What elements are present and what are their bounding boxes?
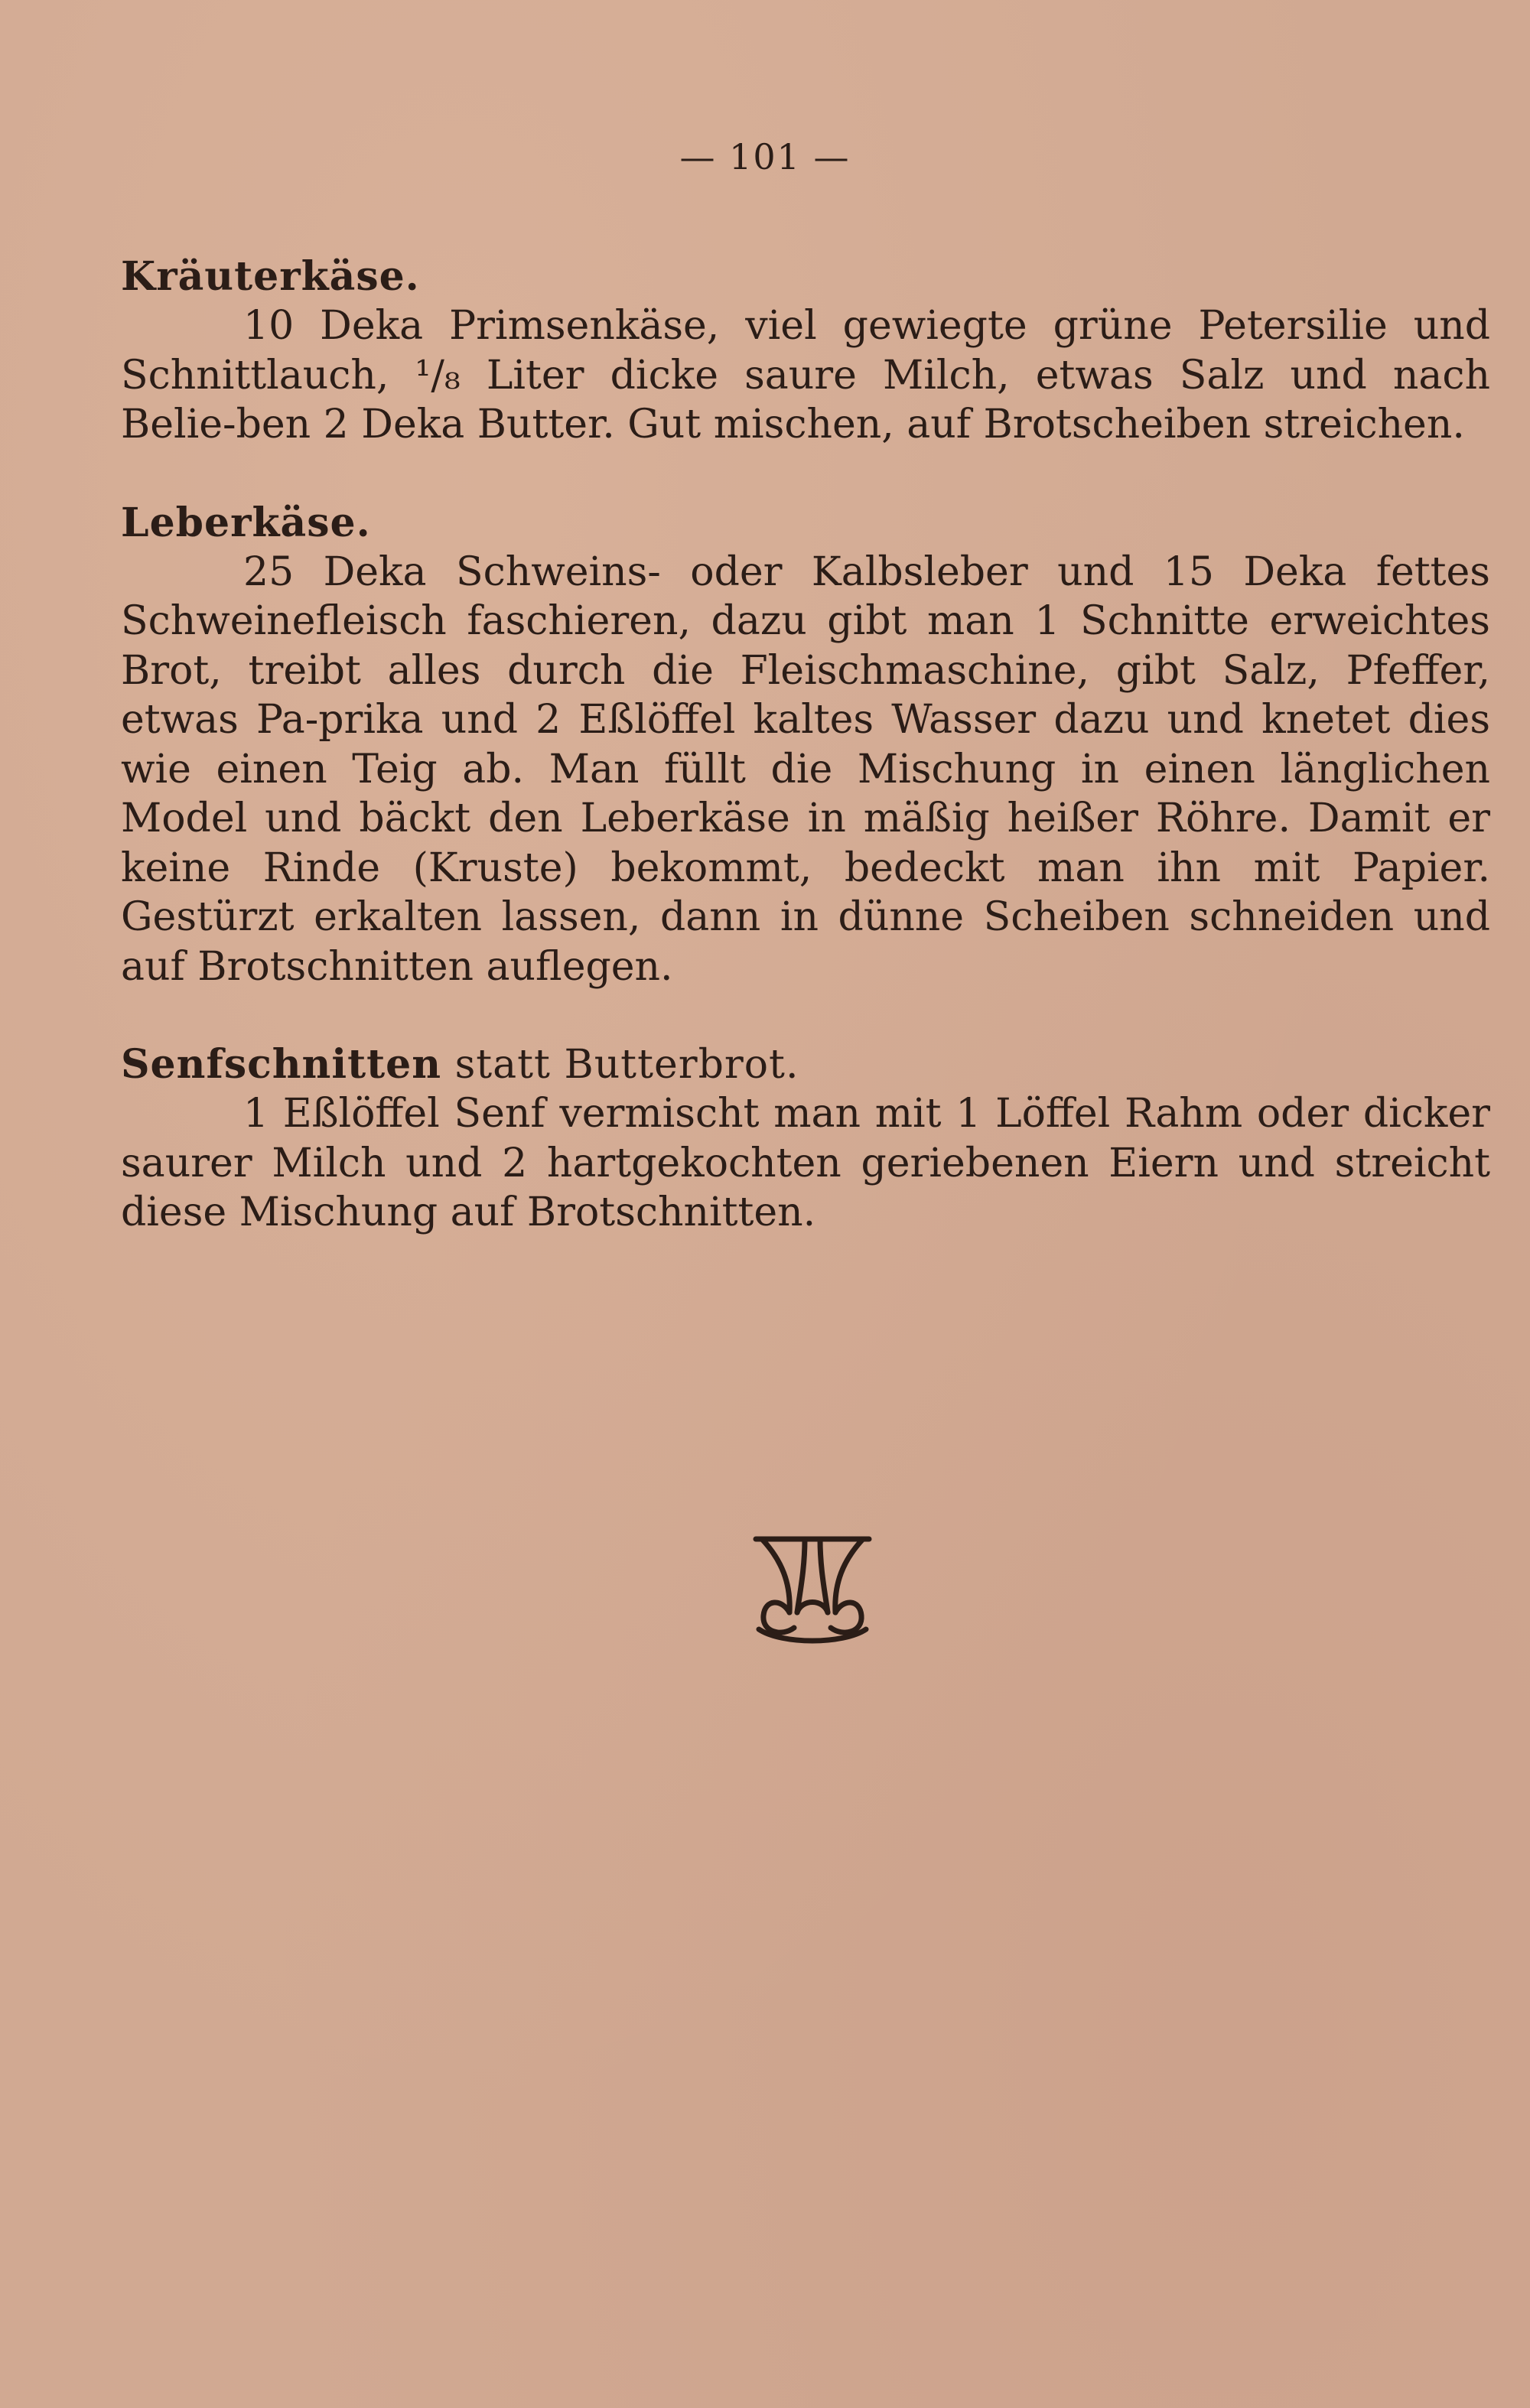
recipe-title	[121, 499, 1490, 548]
recipe-body: 25 Deka Schweins- oder Kalbsleber und 15 Deka fettes Schweinefleisch faschieren, dazu gibt man 1 Schnitte erweichtes Brot, treibt alles durch die Fleischmaschine, gibt Salz, Pfeffer, etwas Pa-prika und 2 Eßlöffel kaltes Wasser dazu und knetet dies wie einen Teig ab. Man füllt die Mischung in einen länglichen Model und bäckt den Leberkäse in mäßig heißer Röhre. Damit er keine Rinde (Kruste) bekommt, bedeckt man ihn mit Papier. Gestürzt erkalten lassen, dann in dünne Scheiben schneiden und auf Brotschnitten auflegen.	[121, 548, 1490, 990]
recipe-title-text: Senfschnitten	[121, 1041, 442, 1088]
page-content	[121, 252, 1490, 1287]
recipe-title	[121, 252, 1490, 301]
recipe-body: 10 Deka Primsenkäse, viel gewiegte grüne Petersilie und Schnittlauch, ¹/₈ Liter dicke saure Milch, etwas Salz und nach Belie-ben 2 Deka Butter. Gut mischen, auf Brotscheiben streichen.	[121, 303, 1490, 447]
recipe-kraeuterkaese	[121, 252, 1490, 450]
recipe-title-text: Kräuterkäse.	[121, 253, 420, 300]
recipe-senfschnitten	[121, 1040, 1490, 1238]
page-number: — 101 —	[679, 136, 851, 177]
art-nouveau-ornament-icon	[751, 1530, 874, 1645]
recipe-leberkaese	[121, 499, 1490, 992]
recipe-title	[121, 1040, 1490, 1089]
recipe-title-text: Leberkäse.	[121, 499, 371, 546]
recipe-title-suffix: statt Butterbrot.	[441, 1042, 799, 1088]
recipe-body: 1 Eßlöffel Senf vermischt man mit 1 Löffel Rahm oder dicker saurer Milch und 2 hartgekochten geriebenen Eiern und streicht diese Mischung auf Brotschnitten.	[121, 1091, 1490, 1235]
